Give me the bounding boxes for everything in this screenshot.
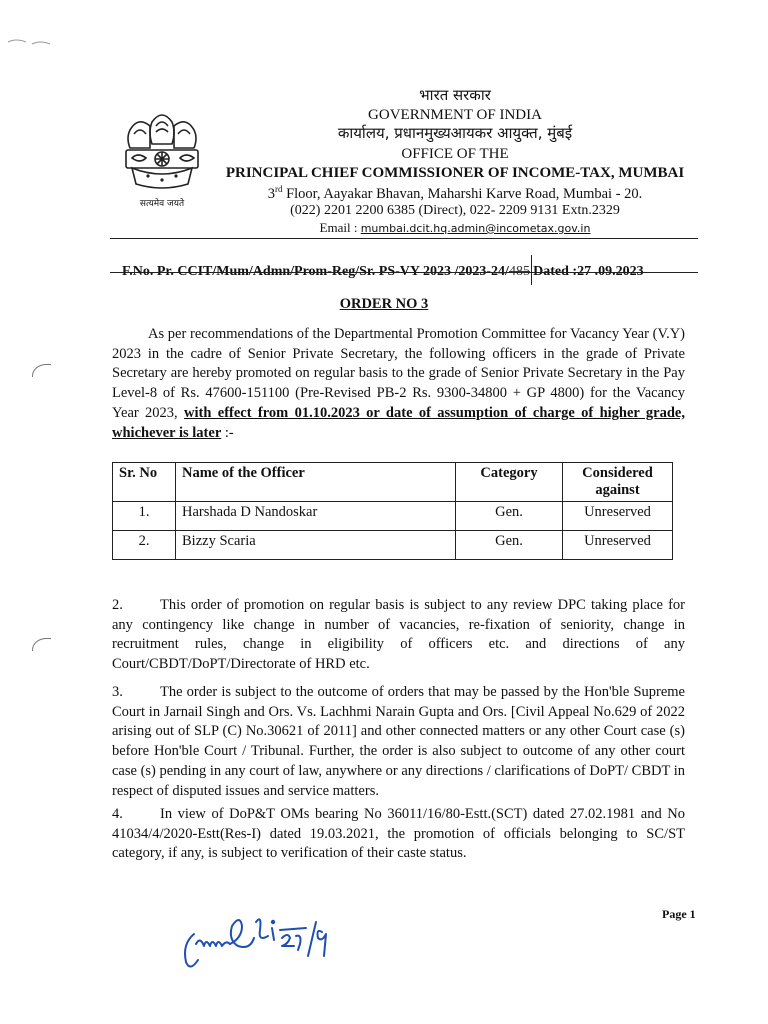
header-divider [110, 238, 698, 239]
office-address: 3rd Floor, Aayakar Bhavan, Maharshi Karve Road, Mumbai - 20. [267, 184, 643, 202]
officers-table [112, 462, 673, 560]
hindi-office-title: कार्यालय, प्रधानमुख्यआयकर आयुक्त, मुंबई [337, 124, 573, 142]
scan-mark-icon [6, 36, 56, 50]
effective-date-clause: with effect from 01.10.2023 or date of assumption of charge of higher grade, whichever is later [112, 404, 685, 441]
column-header: Name of the Officer [176, 463, 456, 502]
reference-divider [110, 272, 698, 273]
punch-hole-icon [32, 638, 51, 651]
office-name-title: PRINCIPAL CHIEF COMMISSIONER OF INCOME-TAX, MUMBAI [225, 165, 685, 181]
order-title: ORDER NO 3 [339, 296, 429, 312]
page-number: Page 1 [662, 907, 696, 921]
table-cell: Gen. [456, 531, 563, 560]
file-number: F.No. Pr. CCIT/Mum/Admn/Prom-Reg/Sr. PS-VY 2023 /2023-24/ [122, 264, 509, 279]
paragraph-3: 3. The order is subject to the outcome of orders that may be passed by the Hon'ble Supreme Court in Jarnail Singh and Ors. Vs. Lachhmi Narain Gupta and Ors. [Civil Appeal No.629 of 2022 arising out of SLP (C) No.30621 of 2011] and other connected matters or any other Court case (s) before Hon'ble Court / Tribunal. Further, the order is also subject to outcome of any other court case (s) pending in any court of law, anywhere or any directions / clarifications of DoPT/ CBDT in respect of disputed issues and service matters. [112, 684, 685, 799]
govt-of-india-title: GOVERNMENT OF INDIA [368, 107, 542, 123]
file-reference [122, 255, 644, 285]
file-number-suffix: 485 [508, 264, 530, 279]
paragraph-2: 2. This order of promotion on regular basis is subject to any review DPC taking place for any contingency like change in number of vacancies, re-fixation of seniority, change in recruitment rules, change in eligibility of officers etc. and directions of any Court/CBDT/DoPT/Directorate of HRD etc. [112, 597, 685, 673]
table-row [113, 502, 673, 531]
table-cell: 1. [113, 502, 176, 531]
punch-hole-icon [32, 364, 51, 377]
paragraph-4: 4. In view of DoP&T OMs bearing No 36011/16/80-Estt.(SCT) dated 27.02.1981 and No 41034/4/2020-Estt(Res-I) dated 19.03.2021, the promotion of officials belonging to SC/ST category, if any, is subject to verification of their caste status. [112, 806, 685, 862]
column-header: Sr. No [113, 463, 176, 502]
column-header: Category [456, 463, 563, 502]
column-header: Considered against [563, 463, 673, 502]
table-cell: Bizzy Scaria [176, 531, 456, 560]
hindi-govt-title: भारत सरकार [419, 86, 491, 104]
table-cell: Harshada D Nandoskar [176, 502, 456, 531]
table-cell: Unreserved [563, 531, 673, 560]
table-cell: Unreserved [563, 502, 673, 531]
table-cell: 2. [113, 531, 176, 560]
table-row [113, 531, 673, 560]
office-email: Email : mumbai.dcit.hq.admin@incometax.gov.in [319, 220, 591, 235]
handwritten-signature-icon [176, 900, 346, 980]
table-header-row [113, 463, 673, 502]
order-date: Dated :27 .09.2023 [533, 264, 644, 279]
emblem-motto: सत्यमेव जयते [139, 199, 185, 209]
intro-paragraph: As per recommendations of the Departmental Promotion Committee for Vacancy Year (V.Y) 2023 in the cadre of Senior Private Secretary, the following officers in the grade of Private Secretary are hereby promoted on regular basis to the grade of Senior Private Secretary in the Pay Level-8 of Rs. 47600-151100 (Pre-Revised PB-2 Rs. 9300-34800 + GP 4800) for the Vacancy Year 2023, with effect from 01.10.2023 or date of assumption of charge of higher grade, whichever is later :- [112, 326, 685, 441]
email-link[interactable]: mumbai.dcit.hq.admin@incometax.gov.in [360, 222, 591, 235]
office-of-the-label: OFFICE OF THE [401, 146, 509, 162]
office-phone: (022) 2201 2200 6385 (Direct), 022- 2209 9131 Extn.2329 [290, 203, 620, 218]
table-cell: Gen. [456, 502, 563, 531]
